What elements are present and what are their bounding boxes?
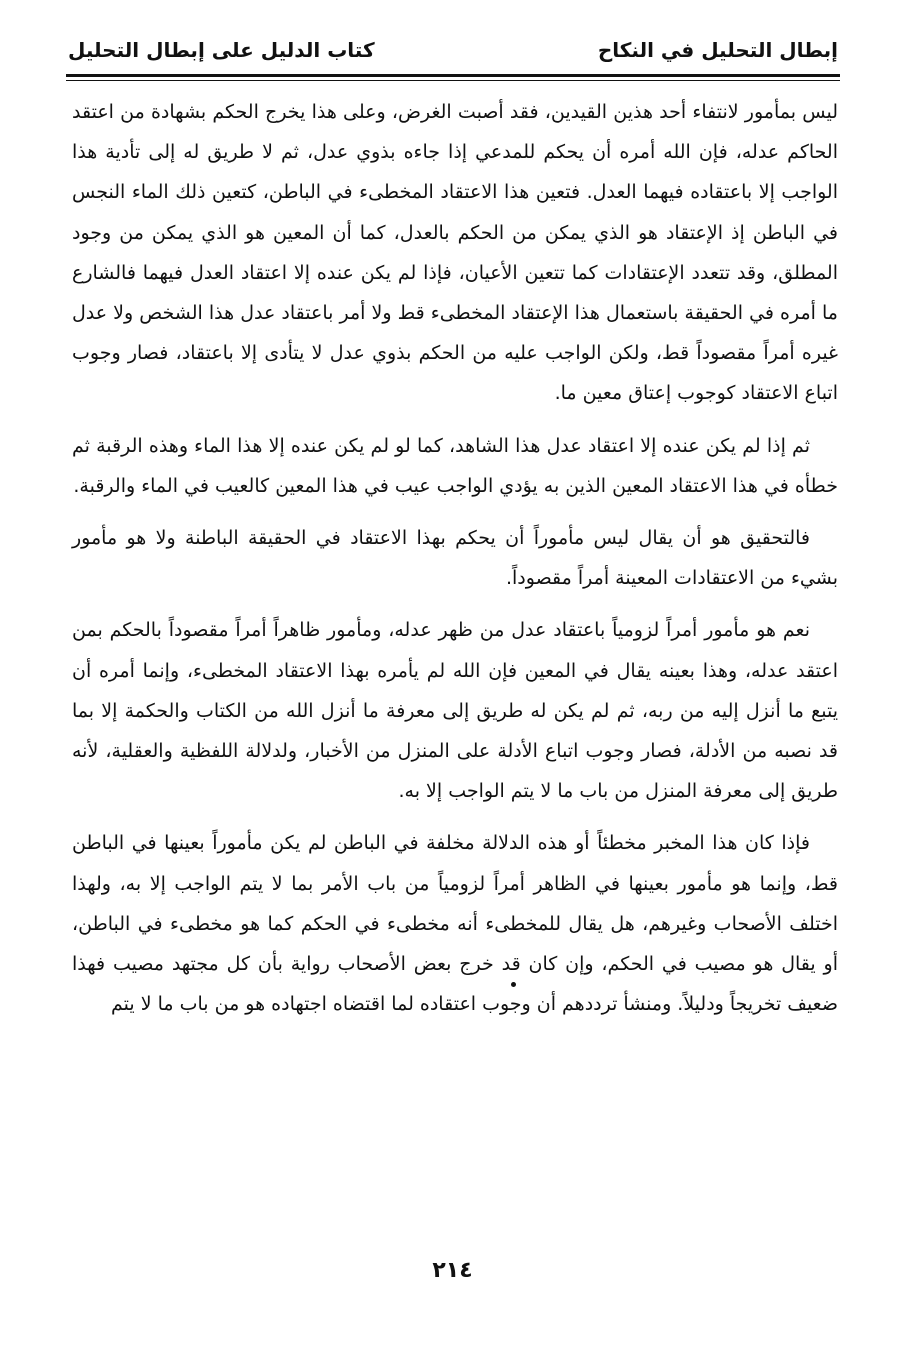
page-number: ٢١٤: [432, 1258, 473, 1283]
running-header: [68, 30, 838, 70]
paragraph-4: نعم هو مأمور أمراً لزومياً باعتقاد عدل من ظهر عدله، ومأمور ظاهراً أمراً مقصوداً بالحكم بمن اعتقد عدله، وهذا بعينه يقال في المعين فإن الله لم يأمره بهذا الاعتقاد المخطىء، وإنما أمره أن يتبع ما أنزل إليه من ربه، ثم لم يكن له طريق إلى معرفة ما أنزل الله من الكتاب والحكمة إلا بما قد نصبه من الأدلة، فصار وجوب اتباع الأدلة على المنزل من الأخبار، ولدلالة اللفظية والعقلية، لأنه طريق إلى معرفة المنزل من باب ما لا يتم الواجب إلا به.: [72, 619, 838, 803]
header-rule-thick: [66, 74, 840, 77]
paragraph-2: ثم إذا لم يكن عنده إلا اعتقاد عدل هذا الشاهد، كما لو لم يكن عنده إلا هذا الماء وهذه الرقبة ثم خطأه في هذا الاعتقاد المعين الذين به يؤدي الواجب عيب في هذا المعين كالعيب في الماء والرقبة.: [72, 434, 838, 497]
ink-dot: [511, 982, 516, 987]
paragraph-3: فالتحقيق هو أن يقال ليس مأموراً أن يحكم بهذا الاعتقاد في الحقيقة الباطنة ولا هو مأمور بشيء من الاعتقادات المعينة أمراً مقصوداً.: [72, 527, 838, 590]
paragraph-5: فإذا كان هذا المخبر مخطئاً أو هذه الدلالة مخلفة في الباطن لم يكن مأموراً بعينها في الباطن قط، وإنما هو مأمور بعينها في الظاهر أمراً لزومياً من باب الأمر بما لا يتم الواجب إلا به، ولهذا اختلف الأصحاب وغيرهم، هل يقال للمخطىء أنه مخطىء في الحكم كما هو مخطىء في الباطن، أو يقال هو مصيب في الحكم، وإن كان قد خرج بعض الأصحاب رواية بأن كل مجتهد مصيب فهذا ضعيف تخريجاً ودليلاً. ومنشأ ترددهم أن وجوب اعتقاده لما اقتضاه اجتهاده هو من باب ما لا يتم: [72, 832, 838, 1016]
body-text: [72, 92, 838, 1036]
header-book-title: كتاب الدليل على إبطال التحليل: [68, 38, 375, 62]
paragraph-1: ليس بمأمور لانتفاء أحد هذين القيدين، فقد أصبت الغرض، وعلى هذا يخرج الحكم بشهادة من اعتقد الحاكم عدله، فإن الله أمره أن يحكم للمدعي إذا جاءه بذوي عدل، ثم لا طريق له إلى تأدية هذا الواجب إلا باعتقاده فيهما العدل. فتعين هذا الاعتقاد المخطىء في الباطن، كتعين ذلك الماء النجس في الباطن إذ الإعتقاد هو الذي يمكن من الحكم بالعدل، كما أن المعين هو الذي يمكن من وجود المطلق، وقد تتعدد الإعتقادات كما تتعين الأعيان، فإذا لم يكن عنده إلا اعتقاد العدل فيهما فالشارع ما أمره في الحقيقة باستعمال هذا الإعتقاد المخطىء قط ولا أمر باعتقاد عدل هذا الشخص ولا عدل غيره أمراً مقصوداً قط، ولكن الواجب عليه من الحكم بذوي عدل لا يتأدى إلا باعتقاد، فصار وجوب اتباع الاعتقاد كوجوب إعتاق معين ما.: [72, 101, 838, 405]
header-rule-thin: [66, 80, 840, 81]
header-chapter-title: إبطال التحليل في النكاح: [597, 38, 838, 62]
